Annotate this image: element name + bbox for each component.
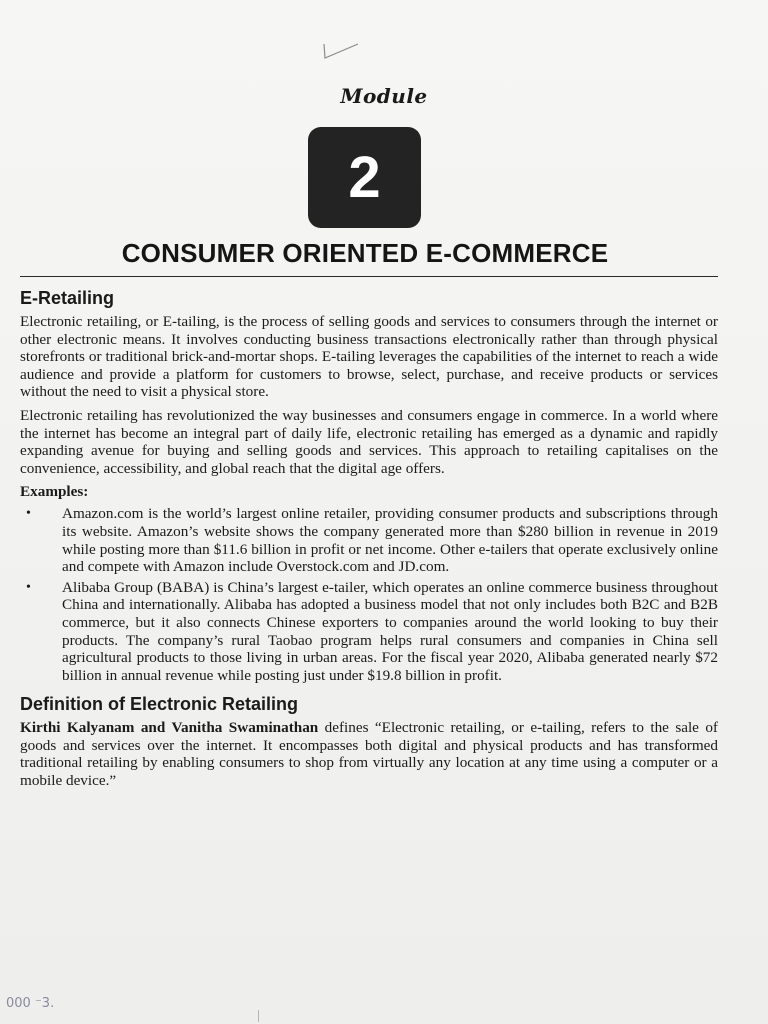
list-item (20, 505, 718, 575)
module-label: Module (340, 84, 428, 108)
paragraph: Electronic retailing, or E-tailing, is the process of selling goods and services to consumers through the internet or other electronic means. It involves conducting business transactions electronically rather than through physical storefronts or traditional brick-and-mortar shops. E-tailing leverages the capabilities of the internet to reach a wide audience and provide a platform for customers to browse, select, purchase, and receive products or services without the need to visit a physical store. (20, 313, 718, 401)
pencil-tick-mark (318, 38, 366, 64)
list-item-text: Amazon.com is the world’s largest online retailer, providing consumer products and subscriptions through its website. Amazon’s website shows the company generated more than $280 billion in revenue in 2019 while posting more than $11.6 billion in profit or net income. Other e-tailers that operate exclusively online and compete with Amazon include Overstock.com and JD.com. (62, 505, 718, 576)
list-item (20, 579, 718, 685)
page-content (20, 288, 718, 790)
definition-author: Kirthi Kalyanam and Vanitha Swaminathan (20, 719, 319, 737)
title-divider (20, 276, 718, 277)
handwritten-note: 000 ⁻3. (6, 996, 55, 1011)
chapter-title: CONSUMER ORIENTED E-COMMERCE (121, 238, 609, 268)
examples-label: Examples: (20, 483, 89, 501)
definition-paragraph (20, 719, 718, 789)
definition-text: defines “Electronic retailing, or e-tailing, refers to the sale of goods and services over the internet. It encompasses both digital and physical products and has transformed traditional retailing by enabling consumers to shop from virtually any location at any time using a computer or a mobile device.” (20, 719, 718, 790)
module-number-badge: 2 (308, 127, 421, 228)
pencil-mark (258, 1010, 259, 1022)
list-item-text: Alibaba Group (BABA) is China’s largest e-tailer, which operates an online commerce business throughout China and internationally. Alibaba has adopted a business model that not only includes both B2C and B2B commerce, but it also connects Chinese exporters to companies around the world looking to buy their products. The company’s rural Taobao program helps rural consumers and companies in China sell agricultural products to those living in urban areas. For the fiscal year 2020, Alibaba generated nearly $72 billion in annual revenue while posting just under $19.8 billion in profit. (62, 578, 718, 684)
bullet-icon: • (26, 506, 31, 522)
section-heading-e-retailing: E-Retailing (20, 288, 115, 308)
examples-list (20, 505, 718, 684)
bullet-icon: • (26, 579, 31, 595)
section-heading-definition: Definition of Electronic Retailing (20, 694, 299, 715)
paragraph: Electronic retailing has revolutionized the way businesses and consumers engage in commerce. In a world where the internet has become an integral part of daily life, electronic retailing has emerged as a dynamic and rapidly expanding avenue for buying and selling goods and services. This approach to retailing capitalises on the convenience, accessibility, and global reach that the digital age offers. (20, 406, 718, 477)
